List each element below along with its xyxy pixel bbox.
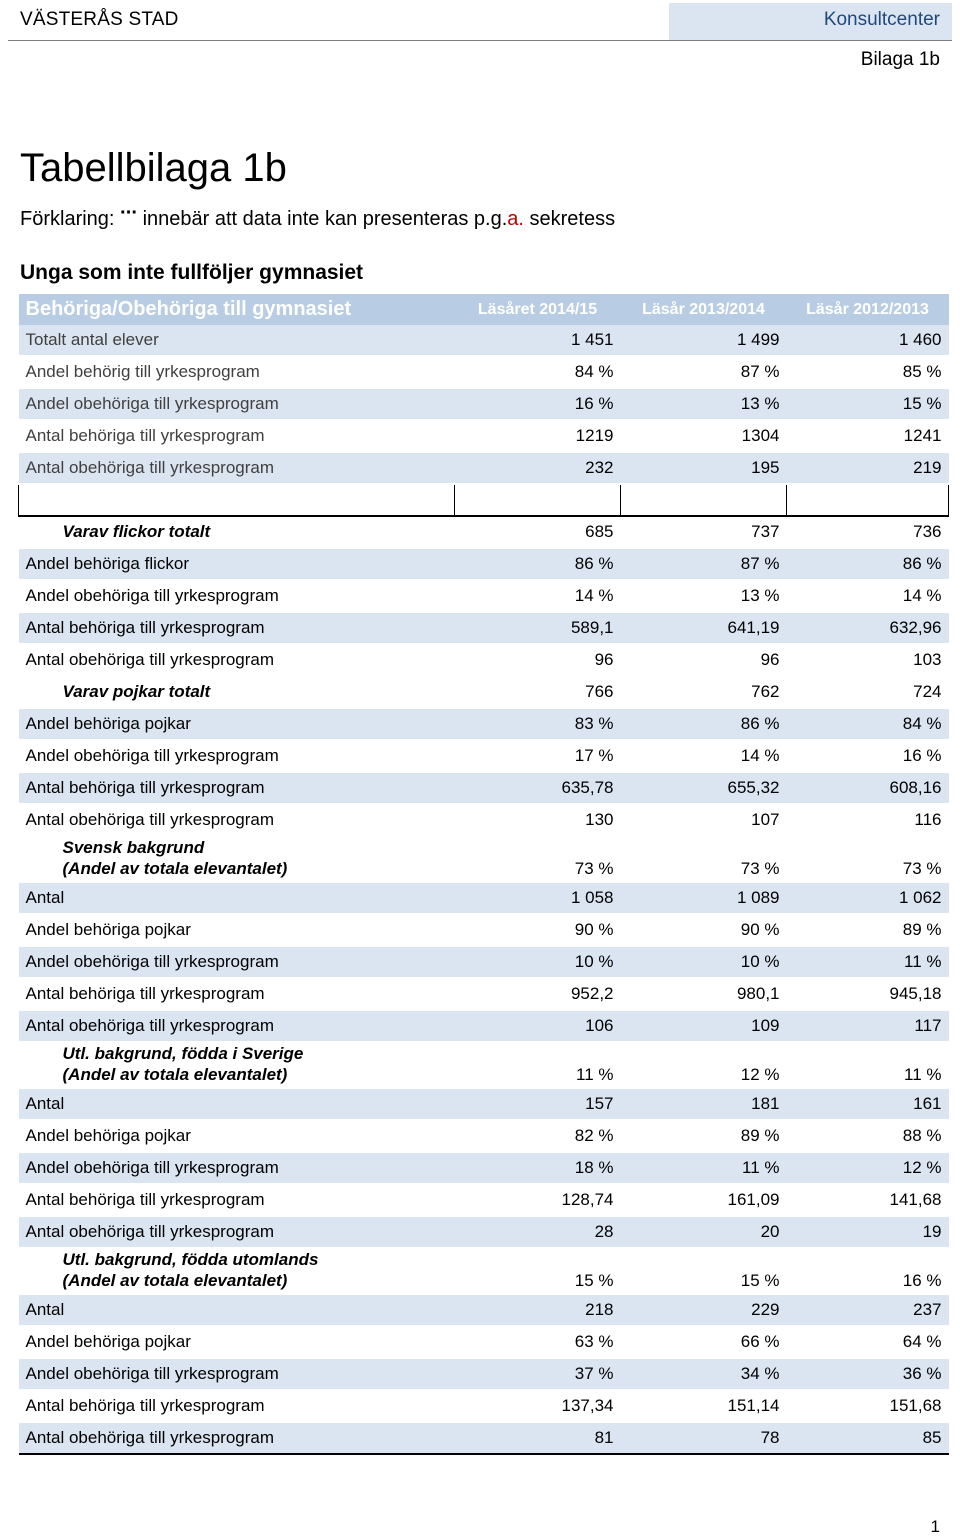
cell-value: 137,34 — [455, 1390, 621, 1422]
table-row — [19, 1390, 949, 1422]
table-row — [19, 420, 949, 452]
cell-value: 952,2 — [455, 978, 621, 1010]
cell-value: 1 058 — [455, 882, 621, 914]
row-label: Andel behöriga pojkar — [19, 1326, 455, 1358]
row-label: Antal — [19, 1088, 455, 1120]
cell-value: 685 — [455, 516, 621, 548]
cell-value: 13 % — [621, 388, 787, 420]
subheader-label: Varav pojkar totalt — [19, 676, 455, 708]
table-row — [19, 1088, 949, 1120]
row-label: Antal behöriga till yrkesprogram — [19, 612, 455, 644]
cell-value: 589,1 — [455, 612, 621, 644]
org-name: VÄSTERÅS STAD — [20, 9, 179, 30]
subheader-note: (Andel av totala elevantalet) — [62, 859, 288, 878]
row-label: Antal behöriga till yrkesprogram — [19, 1390, 455, 1422]
cell-value: 89 % — [787, 914, 949, 946]
cell-value: 1 499 — [621, 325, 787, 356]
table-row — [19, 740, 949, 772]
cell-value: 85 — [787, 1422, 949, 1454]
table-row — [19, 612, 949, 644]
row-label: Totalt antal elever — [19, 325, 455, 356]
subheader-row — [19, 836, 949, 882]
cell-value: 16 % — [787, 1248, 949, 1294]
table-row — [19, 1152, 949, 1184]
column-header-2012: Läsår 2012/2013 — [787, 294, 949, 325]
cell-value: 86 % — [787, 548, 949, 580]
cell-value: 11 % — [787, 946, 949, 978]
table-row — [19, 1184, 949, 1216]
cell-value: 151,14 — [621, 1390, 787, 1422]
cell-value: 12 % — [787, 1152, 949, 1184]
cell-value: 82 % — [455, 1120, 621, 1152]
subheader-row — [19, 676, 949, 708]
row-label: Andel behörig till yrkesprogram — [19, 356, 455, 388]
subheader-note: (Andel av totala elevantalet) — [62, 1271, 288, 1290]
explanation-text-red: a. — [507, 208, 524, 230]
cell-value: 219 — [787, 452, 949, 484]
cell-value: 116 — [787, 804, 949, 836]
table-row — [19, 1010, 949, 1042]
row-label: Andel behöriga pojkar — [19, 914, 455, 946]
cell-value: 195 — [621, 452, 787, 484]
cell-value: 14 % — [455, 580, 621, 612]
table-row — [19, 1326, 949, 1358]
cell-value: 19 — [787, 1216, 949, 1248]
appendix-label: Bilaga 1b — [860, 49, 940, 70]
row-label: Andel obehöriga till yrkesprogram — [19, 1358, 455, 1390]
row-label: Andel obehöriga till yrkesprogram — [19, 1152, 455, 1184]
page-number: 1 — [930, 1517, 940, 1536]
spacer-row — [19, 484, 949, 516]
row-label: Antal — [19, 1294, 455, 1326]
row-label: Antal obehöriga till yrkesprogram — [19, 1216, 455, 1248]
row-label: Antal obehöriga till yrkesprogram — [19, 1010, 455, 1042]
cell-value: 980,1 — [621, 978, 787, 1010]
row-label: Andel obehöriga till yrkesprogram — [19, 580, 455, 612]
table-heading: Behöriga/Obehöriga till gymnasiet — [19, 294, 455, 325]
table-row — [19, 882, 949, 914]
subheader-title: Utl. bakgrund, födda utomlands — [62, 1250, 319, 1269]
cell-value: 766 — [455, 676, 621, 708]
cell-value: 12 % — [621, 1042, 787, 1088]
row-label: Andel obehöriga till yrkesprogram — [19, 946, 455, 978]
cell-value: 157 — [455, 1088, 621, 1120]
row-label: Antal behöriga till yrkesprogram — [19, 772, 455, 804]
cell-value: 762 — [621, 676, 787, 708]
row-label: Andel obehöriga till yrkesprogram — [19, 740, 455, 772]
table-row — [19, 914, 949, 946]
table-row — [19, 356, 949, 388]
table-row — [19, 708, 949, 740]
cell-value: 84 % — [455, 356, 621, 388]
cell-value: 737 — [621, 516, 787, 548]
cell-value: 10 % — [621, 946, 787, 978]
cell-value: 15 % — [787, 388, 949, 420]
subheader-title: Svensk bakgrund — [62, 838, 205, 857]
cell-value: 15 % — [621, 1248, 787, 1294]
cell-value: 181 — [621, 1088, 787, 1120]
table-row — [19, 548, 949, 580]
page-title: Tabellbilaga 1b — [20, 146, 287, 190]
cell-value: 78 — [621, 1422, 787, 1454]
subheader-label — [19, 1042, 455, 1088]
subheader-label — [19, 836, 455, 882]
cell-value: 117 — [787, 1010, 949, 1042]
row-label: Antal obehöriga till yrkesprogram — [19, 644, 455, 676]
subheader-label — [19, 1248, 455, 1294]
cell-value: 64 % — [787, 1326, 949, 1358]
cell-value: 218 — [455, 1294, 621, 1326]
cell-value: 109 — [621, 1010, 787, 1042]
cell-value: 73 % — [455, 836, 621, 882]
cell-value: 229 — [621, 1294, 787, 1326]
cell-value: 63 % — [455, 1326, 621, 1358]
cell-value: 87 % — [621, 356, 787, 388]
cell-value: 34 % — [621, 1358, 787, 1390]
cell-value: 36 % — [787, 1358, 949, 1390]
subheader-note: (Andel av totala elevantalet) — [62, 1065, 288, 1084]
cell-value: 10 % — [455, 946, 621, 978]
subheader-row — [19, 1042, 949, 1088]
cell-value: 11 % — [787, 1042, 949, 1088]
table-row — [19, 452, 949, 484]
cell-value: 107 — [621, 804, 787, 836]
table-row — [19, 388, 949, 420]
cell-value: 73 % — [787, 836, 949, 882]
cell-value: 1304 — [621, 420, 787, 452]
table-row — [19, 1216, 949, 1248]
row-label: Antal behöriga till yrkesprogram — [19, 420, 455, 452]
cell-value: 151,68 — [787, 1390, 949, 1422]
cell-value: 81 — [455, 1422, 621, 1454]
subheader-label: Varav flickor totalt — [19, 516, 455, 548]
row-label: Andel obehöriga till yrkesprogram — [19, 388, 455, 420]
table-row — [19, 644, 949, 676]
cell-value: 232 — [455, 452, 621, 484]
row-label: Andel behöriga flickor — [19, 548, 455, 580]
cell-value: 86 % — [621, 708, 787, 740]
table-row — [19, 1294, 949, 1326]
row-label: Andel behöriga pojkar — [19, 708, 455, 740]
cell-value: 18 % — [455, 1152, 621, 1184]
cell-value: 130 — [455, 804, 621, 836]
table-row — [19, 580, 949, 612]
cell-value: 13 % — [621, 580, 787, 612]
subheader-row — [19, 516, 949, 548]
data-table — [18, 294, 949, 1455]
cell-value: 161 — [787, 1088, 949, 1120]
cell-value: 237 — [787, 1294, 949, 1326]
cell-value: 1219 — [455, 420, 621, 452]
cell-value: 90 % — [455, 914, 621, 946]
table-row — [19, 978, 949, 1010]
row-label: Antal behöriga till yrkesprogram — [19, 1184, 455, 1216]
row-label: Antal obehöriga till yrkesprogram — [19, 1422, 455, 1454]
explanation-text-end: sekretess — [523, 208, 616, 230]
cell-value: 87 % — [621, 548, 787, 580]
cell-value: 128,74 — [455, 1184, 621, 1216]
row-label: Antal behöriga till yrkesprogram — [19, 978, 455, 1010]
cell-value: 608,16 — [787, 772, 949, 804]
cell-value: 724 — [787, 676, 949, 708]
subheader-title: Utl. bakgrund, födda i Sverige — [62, 1044, 304, 1063]
cell-value: 17 % — [455, 740, 621, 772]
table-row — [19, 772, 949, 804]
cell-value: 86 % — [455, 548, 621, 580]
cell-value: 1 460 — [787, 325, 949, 356]
cell-value: 37 % — [455, 1358, 621, 1390]
cell-value: 141,68 — [787, 1184, 949, 1216]
cell-value: 83 % — [455, 708, 621, 740]
explanation-text: innebär att data inte kan presenteras p.g. — [137, 208, 508, 230]
cell-value: 11 % — [621, 1152, 787, 1184]
cell-value: 73 % — [621, 836, 787, 882]
cell-value: 655,32 — [621, 772, 787, 804]
cell-value: 635,78 — [455, 772, 621, 804]
cell-value: 161,09 — [621, 1184, 787, 1216]
table-row — [19, 946, 949, 978]
cell-value: 28 — [455, 1216, 621, 1248]
explanation-line — [20, 202, 616, 231]
table-row — [19, 1422, 949, 1454]
row-label: Andel behöriga pojkar — [19, 1120, 455, 1152]
cell-value: 1 062 — [787, 882, 949, 914]
table-row — [19, 1120, 949, 1152]
cell-value: 84 % — [787, 708, 949, 740]
row-label: Antal — [19, 882, 455, 914]
cell-value: 106 — [455, 1010, 621, 1042]
table-row — [19, 325, 949, 356]
column-header-2014: Läsåret 2014/15 — [455, 294, 621, 325]
cell-value: 96 — [455, 644, 621, 676]
row-label: Antal obehöriga till yrkesprogram — [19, 804, 455, 836]
explanation-prefix: Förklaring: — [20, 208, 115, 230]
cell-value: 11 % — [455, 1042, 621, 1088]
ellipsis-symbol: ··· — [120, 202, 138, 224]
cell-value: 1 451 — [455, 325, 621, 356]
row-label: Antal obehöriga till yrkesprogram — [19, 452, 455, 484]
cell-value: 16 % — [455, 388, 621, 420]
table-row — [19, 1358, 949, 1390]
cell-value: 14 % — [621, 740, 787, 772]
cell-value: 88 % — [787, 1120, 949, 1152]
subheader-row — [19, 1248, 949, 1294]
cell-value: 641,19 — [621, 612, 787, 644]
cell-value: 736 — [787, 516, 949, 548]
column-header-2013: Läsår 2013/2014 — [621, 294, 787, 325]
table-row — [19, 804, 949, 836]
department-name: Konsultcenter — [823, 9, 940, 30]
cell-value: 632,96 — [787, 612, 949, 644]
cell-value: 90 % — [621, 914, 787, 946]
cell-value: 66 % — [621, 1326, 787, 1358]
cell-value: 1 089 — [621, 882, 787, 914]
cell-value: 15 % — [455, 1248, 621, 1294]
cell-value: 96 — [621, 644, 787, 676]
cell-value: 89 % — [621, 1120, 787, 1152]
header-divider — [8, 40, 952, 41]
cell-value: 20 — [621, 1216, 787, 1248]
section-title: Unga som inte fullföljer gymnasiet — [20, 261, 364, 284]
cell-value: 103 — [787, 644, 949, 676]
cell-value: 16 % — [787, 740, 949, 772]
cell-value: 945,18 — [787, 978, 949, 1010]
cell-value: 14 % — [787, 580, 949, 612]
cell-value: 1241 — [787, 420, 949, 452]
cell-value: 85 % — [787, 356, 949, 388]
table-header-row — [19, 294, 949, 325]
